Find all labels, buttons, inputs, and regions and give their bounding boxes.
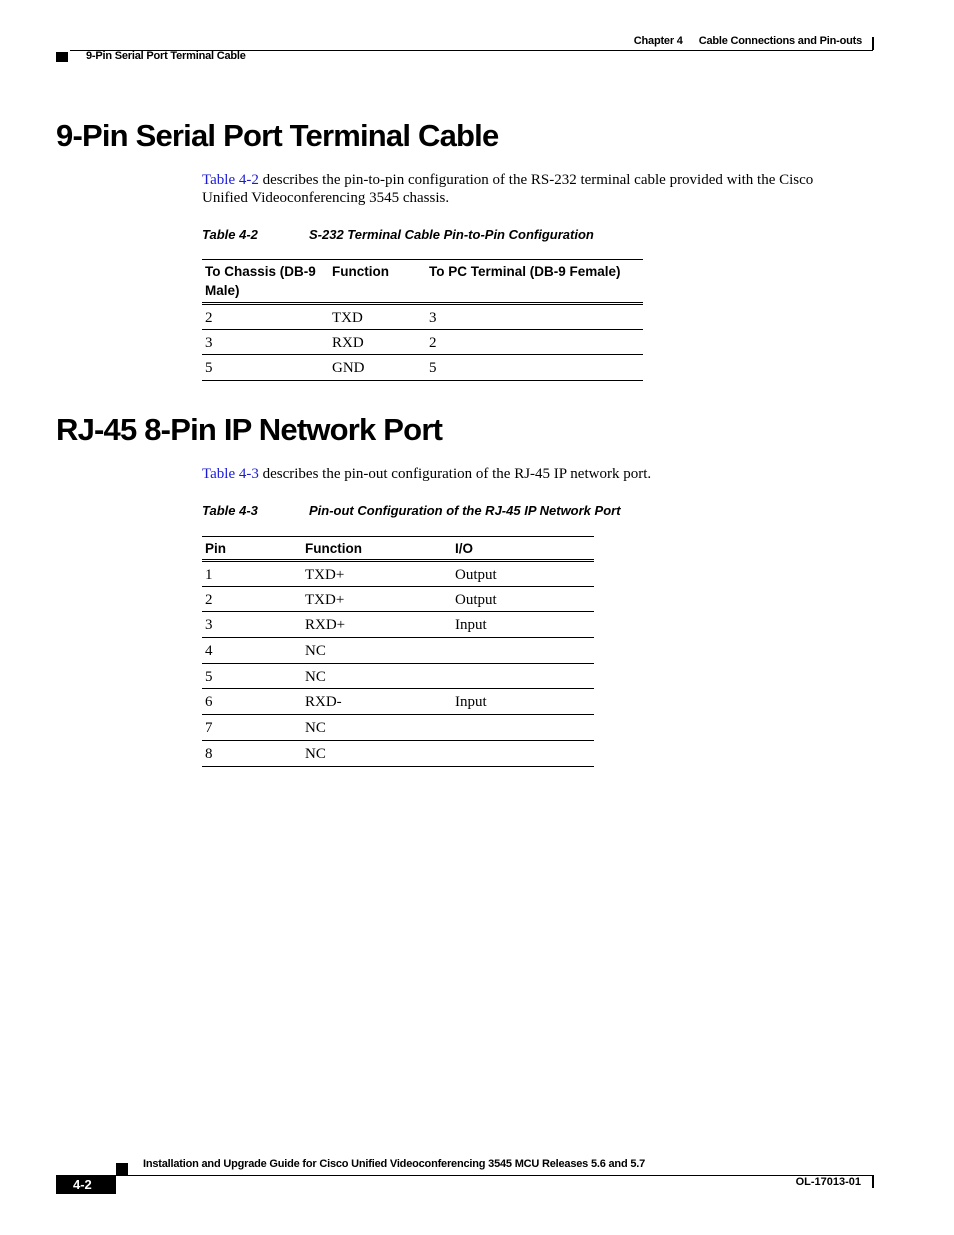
table-caption [202,227,594,242]
column-header: To Chassis (DB-9 Male) [205,264,316,298]
table-cell [452,715,594,741]
table-cell: NC [302,740,452,766]
chapter-title: Cable Connections and Pin-outs [698,35,862,47]
table-caption [202,503,621,518]
table-cell: 4 [202,638,302,664]
table-cell: 5 [202,355,329,381]
table-caption-title: S-232 Terminal Cable Pin-to-Pin Configuration [309,227,594,242]
column-header: Function [332,264,389,279]
table-4-2-link[interactable]: Table 4-2 [202,172,259,188]
table-cell [452,740,594,766]
table-cell: TXD+ [302,561,452,587]
table-cell: 8 [202,740,302,766]
footer-end-tick [872,1176,874,1188]
table-cell: NC [302,663,452,689]
table-row [202,355,643,381]
running-header-section: 9-Pin Serial Port Terminal Cable [86,50,246,62]
table-cell: NC [302,638,452,664]
table-row [202,586,594,612]
table-cell: RXD- [302,689,452,715]
table-cell: GND [329,355,426,381]
table-row [202,638,594,664]
table-cell: 2 [426,329,643,355]
table-cell: 2 [202,304,329,330]
serial-pin-table [202,259,643,381]
column-header: I/O [455,541,474,556]
table-cell: RXD+ [302,612,452,638]
table-row [202,612,594,638]
table-cell: 7 [202,715,302,741]
table-cell: Input [452,612,594,638]
footer-guide-title: Installation and Upgrade Guide for Cisco Unified Videoconferencing 3545 MCU Releases 5.6 and 5.7 [143,1158,646,1170]
column-header: Function [305,541,362,556]
table-cell: TXD [329,304,426,330]
table-cell: 3 [426,304,643,330]
column-header: Pin [205,541,227,556]
document-number: OL-17013-01 [795,1176,861,1188]
table-row [202,715,594,741]
footer-rule [116,1175,874,1176]
section-paragraph-rj45 [202,465,842,483]
table-cell: 6 [202,689,302,715]
table-cell: 5 [426,355,643,381]
table-cell: Output [452,586,594,612]
table-caption-title: Pin-out Configuration of the RJ-45 IP Network Port [309,503,621,518]
table-cell: Input [452,689,594,715]
table-row [202,740,594,766]
table-row [202,663,594,689]
table-cell: RXD [329,329,426,355]
header-tick-mark [872,37,874,50]
table-cell: 1 [202,561,302,587]
table-row [202,561,594,587]
table-cell: 3 [202,612,302,638]
table-header-row [202,260,643,304]
chapter-label: Chapter 4 [633,35,683,47]
section-heading-serial-cable: 9-Pin Serial Port Terminal Cable [56,118,499,153]
page-number: 4-2 [56,1175,116,1194]
table-4-3-link[interactable]: Table 4-3 [202,466,259,482]
table-row [202,329,643,355]
table-cell [452,638,594,664]
table-cell: Output [452,561,594,587]
table-header-row [202,537,594,561]
rj45-pin-table [202,536,594,767]
table-row [202,304,643,330]
table-cell: 3 [202,329,329,355]
table-cell: 5 [202,663,302,689]
header-square-marker [56,52,68,62]
paragraph-text: describes the pin-to-pin configuration of the RS-232 terminal cable provided with the Cisco Unified Videoconferencing 3545 chassis. [202,172,814,206]
column-header: To PC Terminal (DB-9 Female) [429,264,621,279]
table-caption-number: Table 4-2 [202,227,258,242]
table-cell: TXD+ [302,586,452,612]
table-caption-number: Table 4-3 [202,503,258,518]
paragraph-text: describes the pin-out configuration of the RJ-45 IP network port. [258,466,652,482]
table-cell [452,663,594,689]
running-header-chapter [634,35,862,47]
table-cell: 2 [202,586,302,612]
section-heading-rj45-port: RJ-45 8-Pin IP Network Port [56,412,443,447]
table-cell: NC [302,715,452,741]
section-paragraph-serial [202,171,842,207]
table-row [202,689,594,715]
